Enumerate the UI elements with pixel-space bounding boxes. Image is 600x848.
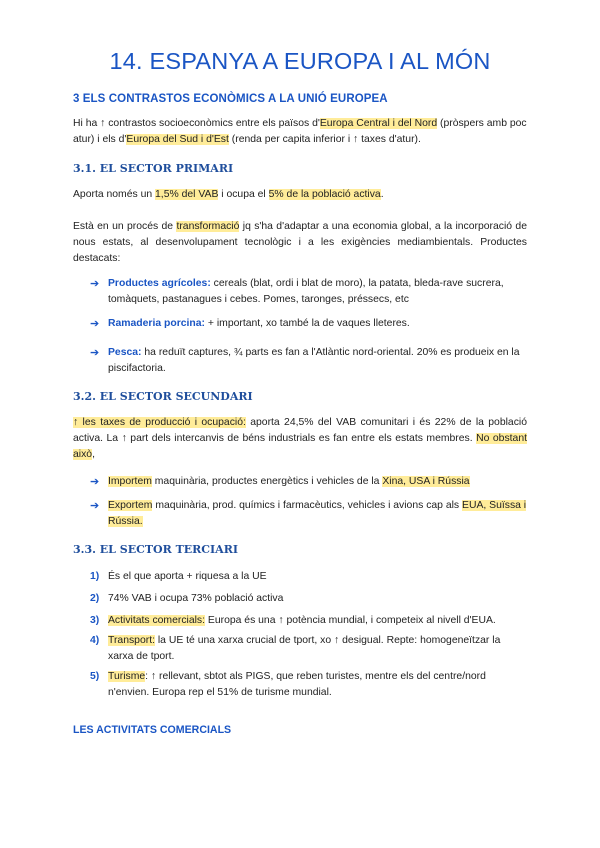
primari-product-list-3 — [90, 345, 527, 377]
item-number: 5) — [90, 671, 100, 682]
item-text: 74% VAB i ocupa 73% població activa — [108, 593, 284, 604]
list-item — [90, 345, 527, 377]
list-item — [90, 276, 527, 308]
list-item — [90, 591, 527, 607]
item-text: maquinària, productes energètics i vehicles de la — [151, 476, 383, 487]
primari-p1-text-2: i ocupa el — [218, 189, 269, 200]
item-text: : ↑ rellevant, sbtot als PIGS, que reben turistes, mentre els del centre/nord n'envien. Europa rep el 51% de turisme mundial. — [108, 671, 486, 698]
item-number: 1) — [90, 571, 100, 582]
item-highlight: Activitats comercials: — [108, 615, 206, 626]
item-label: Pesca: — [108, 347, 142, 358]
list-item — [90, 669, 527, 701]
primari-p1-highlight-1: 1,5% del VAB — [155, 189, 219, 200]
item-text: Europa és una ↑ potència mundial, i competeix al nivell d'EUA. — [205, 615, 496, 626]
primari-product-list — [90, 276, 527, 308]
terciari-list-1 — [90, 569, 527, 585]
item-highlight-1: Exportem — [108, 500, 153, 511]
arrow-right-icon: ➔ — [90, 278, 100, 290]
item-text: maquinària, prod. químics i farmacèutics, vehicles i avions cap als — [152, 500, 463, 511]
terciari-heading: 3.3. EL SECTOR TERCIARI — [73, 543, 238, 556]
item-text: És el que aporta + riquesa a la UE — [108, 571, 267, 582]
intro-highlight-2: Europa del Sud i d'Est — [126, 134, 229, 145]
arrow-right-icon: ➔ — [90, 347, 100, 359]
item-number: 2) — [90, 593, 100, 604]
list-item — [90, 569, 527, 585]
intro-text-2: (pròspers amb poc atur) i els d' — [73, 118, 527, 145]
arrow-right-icon: ➔ — [90, 476, 100, 488]
primari-paragraph-2 — [73, 219, 527, 267]
primari-p1-text-1: Aporta només un — [73, 189, 156, 200]
commercial-activities-heading: LES ACTIVITATS COMERCIALS — [73, 724, 232, 736]
terciari-list-5 — [90, 669, 527, 701]
secundari-trade-list-2 — [90, 498, 527, 530]
item-label: Productes agrícoles: — [108, 278, 211, 289]
item-highlight-2: EUA, Suïssa i Rússia. — [108, 500, 527, 527]
item-text: ha reduït captures, ¾ parts es fan a l'Atlàntic nord-oriental. 20% es produeix en la piscifactoria. — [108, 347, 520, 374]
primari-product-list-2 — [90, 316, 527, 332]
arrow-right-icon: ➔ — [90, 318, 100, 330]
secundari-text-1: aporta 24,5% del VAB comunitari i és 22% de la població activa. La ↑ part dels intercanvis de béns industrials es fan entre els estats membres. — [73, 417, 527, 444]
item-label: Ramaderia porcina: — [108, 318, 206, 329]
item-highlight: Turisme — [108, 671, 146, 682]
secundari-trade-list — [90, 474, 527, 490]
arrow-right-icon: ➔ — [90, 500, 100, 512]
list-item — [90, 613, 527, 629]
intro-text-3: (renda per capita inferior i ↑ taxes d'atur). — [228, 134, 421, 145]
item-text: + important, xo també la de vaques lleteres. — [205, 318, 410, 329]
terciari-list-3 — [90, 613, 527, 629]
item-highlight-2: Xina, USA i Rússia — [382, 476, 470, 487]
list-item — [90, 474, 527, 490]
secundari-highlight-2: No obstant això — [73, 433, 527, 460]
secundari-paragraph — [73, 415, 527, 463]
primari-p2-text-2: jq s'ha d'adaptar a una economia global, a la incorporació de nous estats, al desenvolupament tecnològic i a les exigències mediambientals. Productes destacats: — [73, 221, 527, 264]
terciari-list-4 — [90, 633, 527, 665]
intro-paragraph — [73, 116, 527, 148]
item-text: cereals (blat, ordi i blat de moro), la patata, bleda-rave sucrera, tomàquets, pastanagues i cebes. Pomes, taronges, préssecs, etc — [108, 278, 504, 305]
item-number: 3) — [90, 615, 100, 626]
primari-p1-text-3: . — [380, 189, 384, 200]
primari-paragraph-1 — [73, 187, 527, 203]
secundari-text-2: , — [92, 449, 95, 460]
item-number: 4) — [90, 635, 100, 646]
terciari-list-2 — [90, 591, 527, 607]
section-heading: 3 ELS CONTRASTOS ECONÒMICS A LA UNIÓ EUROPEA — [73, 93, 388, 105]
list-item — [90, 633, 527, 665]
intro-text-1: Hi ha ↑ contrastos socioeconòmics entre els països d' — [73, 118, 320, 129]
list-item — [90, 316, 527, 332]
primari-p2-highlight: transformació — [176, 221, 240, 232]
item-highlight: Transport: — [108, 635, 155, 646]
list-item — [90, 498, 527, 530]
primari-p2-text-1: Està en un procés de — [73, 221, 177, 232]
intro-highlight-1: Europa Central i del Nord — [319, 118, 438, 129]
primari-p1-highlight-2: 5% de la població activa — [268, 189, 381, 200]
primari-heading: 3.1. EL SECTOR PRIMARI — [73, 162, 234, 175]
item-text: la UE té una xarxa crucial de tport, xo ↑ desigual. Repte: homogeneïtzar la xarxa de tport. — [108, 635, 501, 662]
page-title: 14. ESPANYA A EUROPA I AL MÓN — [109, 48, 491, 74]
secundari-heading: 3.2. EL SECTOR SECUNDARI — [73, 390, 253, 403]
item-highlight-1: Importem — [108, 476, 152, 487]
secundari-highlight-1: ↑ les taxes de producció i ocupació: — [73, 417, 246, 428]
